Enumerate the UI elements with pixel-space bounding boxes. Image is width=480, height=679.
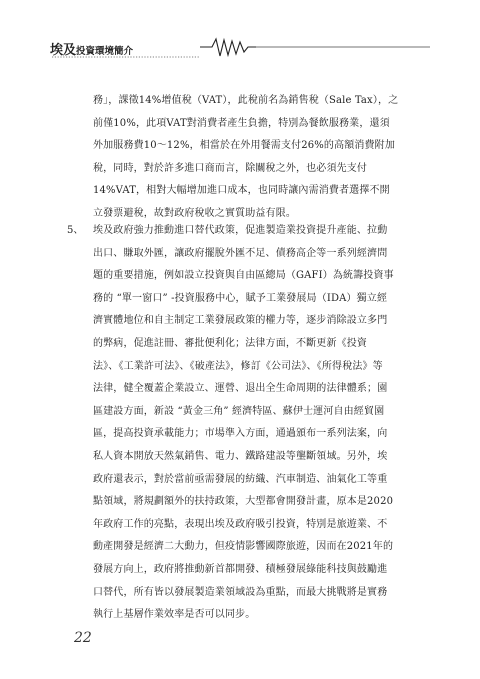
page-header	[0, 0, 480, 70]
text-line: 的弊病，促進註冊、審批便利化；法律方面，不斷更新《投資	[93, 337, 368, 349]
text-line: 點領域，將規劃額外的扶持政策，大型都會開發計畫，原本是2020	[93, 496, 394, 508]
text-line: 執行上基層作業效率是否可以同步。	[93, 609, 256, 621]
header-title	[50, 39, 133, 58]
text-line: 發展方向上，政府將推動新首都開發、積極發展綠能科技與鼓勵進	[93, 563, 388, 575]
text-line: 前僅10%，此項VAT對消費者產生負擔，特別為餐飲服務業，還須	[93, 117, 390, 129]
text-line: 14%VAT，相對大幅增加進口成本，也同時讓內需消費者選擇不開	[93, 185, 390, 197]
text-line: 年政府工作的亮點，表現出埃及政府吸引投資，特別是旅遊業、不	[93, 518, 388, 530]
header-title-sub: 投資環境簡介	[76, 46, 134, 57]
header-decorative-line	[0, 0, 480, 70]
list-item-5-text	[93, 220, 415, 627]
header-title-main: 埃及	[50, 43, 77, 58]
text-line: 區，提高投資承載能力；市場準入方面，通過頒布一系列法案，向	[93, 428, 388, 440]
text-line: 外加服務費10～12%，相當於在外用餐需支付26%的高額消費附加	[93, 140, 395, 152]
page-number: 22	[74, 630, 92, 646]
text-line: 埃及政府強力推動進口替代政策，促進製造業投資提升產能、拉動	[93, 225, 388, 236]
paragraph-continued	[93, 90, 415, 226]
text-line: 務」，課徵14%增值稅（VAT），此稅前名為銷售稅（Sale Tax），之	[93, 95, 399, 106]
text-line: 法》、《工業許可法》、《破產法》，修訂《公司法》、《所得稅法》等	[93, 360, 383, 372]
text-line: 法律，健全覆蓋企業設立、運營、退出全生命周期的法律體系；園	[93, 383, 388, 395]
text-line: 區建設方面，新設 “黃金三角” 經濟特區、蘇伊士運河自由經貿園	[93, 405, 385, 417]
text-line: 口替代，所有皆以發展製造業領域設為重點，而最大挑戰將是實務	[93, 586, 388, 598]
list-item-number: 5、	[67, 225, 84, 236]
text-line: 稅，同時，對於許多進口商而言，除關稅之外，也必須先支付	[93, 162, 368, 174]
text-line: 動產開發是經濟二大動力，但疫情影響國際旅遊，因而在2021年的	[93, 541, 394, 553]
text-line: 務的 “單一窗口” -投資服務中心，賦予工業發展局（IDA）獨立經	[93, 292, 388, 304]
text-line: 題的重要措施，例如設立投資與自由區總局（GAFI）為統籌投資事	[93, 270, 394, 282]
text-line: 政府還表示，對於當前亟需發展的紡織、汽車制造、油氣化工等重	[93, 473, 388, 485]
text-line: 立發票避稅，故對政府稅收之實質助益有限。	[93, 207, 296, 219]
text-line: 濟實體地位和自主制定工業發展政策的權力等，逐步消除設立多門	[93, 315, 388, 327]
text-line: 私人資本開放天然氣銷售、電力、鐵路建設等壟斷領域。另外，埃	[93, 450, 388, 462]
text-line: 出口、賺取外匯，讓政府擺脫外匯不足、債務高企等一系列經濟問	[93, 247, 388, 259]
